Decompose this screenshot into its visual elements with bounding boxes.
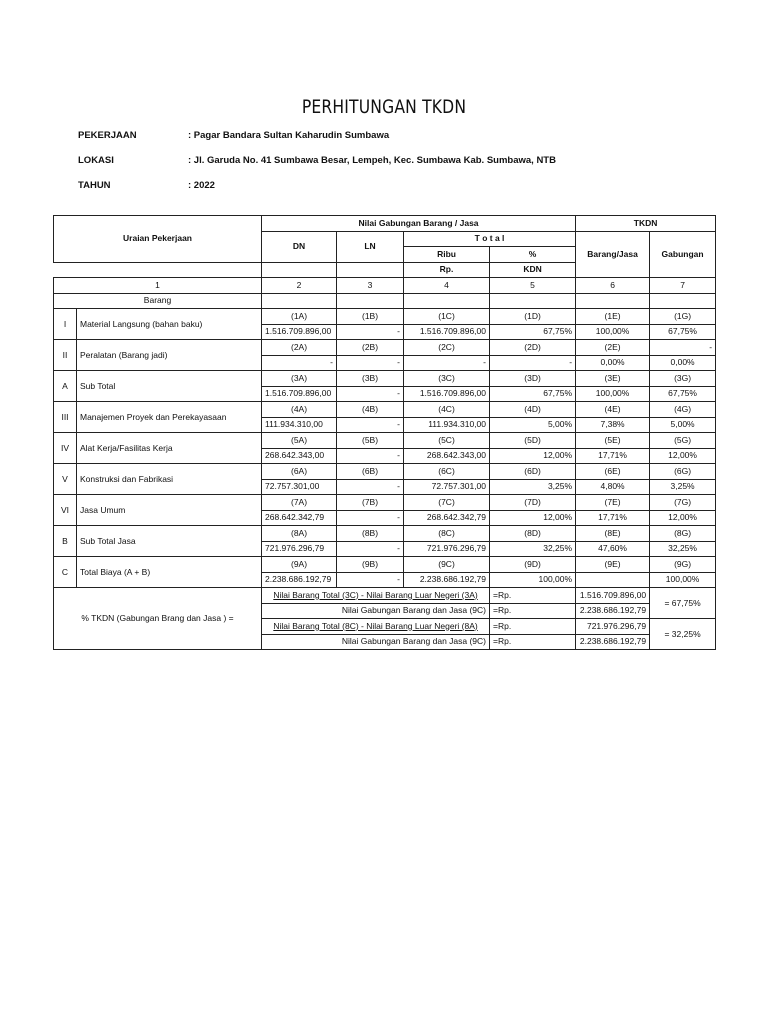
table-row bbox=[54, 464, 716, 480]
row-value: 17,71% bbox=[576, 448, 650, 464]
row-code: (7D) bbox=[490, 495, 576, 511]
row-number: I bbox=[54, 309, 77, 340]
header-num: 4 bbox=[404, 278, 490, 294]
table-body bbox=[54, 216, 716, 650]
row-label: Alat Kerja/Fasilitas Kerja bbox=[77, 433, 262, 464]
row-value: 268.642.342,79 bbox=[262, 510, 337, 526]
empty-cell bbox=[262, 293, 337, 309]
header-num: 3 bbox=[337, 278, 404, 294]
row-value: 1.516.709.896,00 bbox=[262, 324, 337, 340]
row-number: IV bbox=[54, 433, 77, 464]
header-num: 6 bbox=[576, 278, 650, 294]
row-code: (4C) bbox=[404, 402, 490, 418]
row-value: - bbox=[337, 417, 404, 433]
row-number: V bbox=[54, 464, 77, 495]
row-code: (1A) bbox=[262, 309, 337, 325]
row-label: Peralatan (Barang jadi) bbox=[77, 340, 262, 371]
empty-cell bbox=[404, 293, 490, 309]
summary-label: % TKDN (Gabungan Brang dan Jasa ) = bbox=[54, 588, 262, 650]
header-pct: % bbox=[490, 247, 576, 263]
summary-value: 2.238.686.192,79 bbox=[576, 603, 650, 619]
row-code: (9C) bbox=[404, 557, 490, 573]
row-value: 67,75% bbox=[650, 386, 716, 402]
row-code: (3C) bbox=[404, 371, 490, 387]
empty-cell bbox=[576, 293, 650, 309]
row-value: 32,25% bbox=[650, 541, 716, 557]
header-num: 1 bbox=[54, 278, 262, 294]
row-code: (1D) bbox=[490, 309, 576, 325]
header-num: 7 bbox=[650, 278, 716, 294]
row-value: - bbox=[262, 355, 337, 371]
row-value bbox=[576, 572, 650, 588]
row-value: 12,00% bbox=[490, 448, 576, 464]
row-code: (7E) bbox=[576, 495, 650, 511]
header-kdn: KDN bbox=[490, 262, 576, 278]
row-value: 3,25% bbox=[650, 479, 716, 495]
row-code: (2B) bbox=[337, 340, 404, 356]
row-value: 268.642.343,00 bbox=[262, 448, 337, 464]
row-code: (1C) bbox=[404, 309, 490, 325]
row-code: (3G) bbox=[650, 371, 716, 387]
row-code: (6A) bbox=[262, 464, 337, 480]
row-value: 7,38% bbox=[576, 417, 650, 433]
row-number: C bbox=[54, 557, 77, 588]
meta-value: : 2022 bbox=[188, 180, 215, 191]
row-value: 67,75% bbox=[650, 324, 716, 340]
summary-eq: =Rp. bbox=[490, 619, 576, 635]
row-label: Manajemen Proyek dan Perekayasaan bbox=[77, 402, 262, 433]
header-dn: DN bbox=[262, 231, 337, 262]
row-number: VI bbox=[54, 495, 77, 526]
header-tkdn: TKDN bbox=[576, 216, 716, 232]
header-barang-jasa: Barang/Jasa bbox=[576, 231, 650, 278]
row-value: 2.238.686.192,79 bbox=[404, 572, 490, 588]
row-code: (1E) bbox=[576, 309, 650, 325]
header-rp: Rp. bbox=[404, 262, 490, 278]
summary-value: 2.238.686.192,79 bbox=[576, 634, 650, 650]
header-ribu: Ribu bbox=[404, 247, 490, 263]
row-value: 67,75% bbox=[490, 324, 576, 340]
row-code: (3E) bbox=[576, 371, 650, 387]
row-code: (7C) bbox=[404, 495, 490, 511]
row-code: (3D) bbox=[490, 371, 576, 387]
summary-eq: =Rp. bbox=[490, 588, 576, 604]
row-code: (8A) bbox=[262, 526, 337, 542]
row-code: (9D) bbox=[490, 557, 576, 573]
row-label: Material Langsung (bahan baku) bbox=[77, 309, 262, 340]
row-value: 100,00% bbox=[576, 324, 650, 340]
row-code: (1B) bbox=[337, 309, 404, 325]
row-label: Total Biaya (A + B) bbox=[77, 557, 262, 588]
row-value: - bbox=[337, 386, 404, 402]
row-code: (5A) bbox=[262, 433, 337, 449]
row-label: Konstruksi dan Fabrikasi bbox=[77, 464, 262, 495]
row-value: 4,80% bbox=[576, 479, 650, 495]
row-value: - bbox=[337, 541, 404, 557]
row-code: (6D) bbox=[490, 464, 576, 480]
row-value: 111.934.310,00 bbox=[404, 417, 490, 433]
meta-key: TAHUN bbox=[78, 180, 111, 191]
row-number: B bbox=[54, 526, 77, 557]
row-value: 12,00% bbox=[490, 510, 576, 526]
page-title: PERHITUNGAN TKDN bbox=[301, 96, 467, 118]
row-value: - bbox=[490, 355, 576, 371]
row-code: (6E) bbox=[576, 464, 650, 480]
summary-denominator: Nilai Gabungan Barang dan Jasa (9C) bbox=[262, 634, 490, 650]
summary-numerator: Nilai Barang Total (8C) - Nilai Barang Luar Negeri (8A) bbox=[273, 620, 478, 631]
empty-cell bbox=[337, 293, 404, 309]
row-code: (5E) bbox=[576, 433, 650, 449]
summary-text bbox=[262, 588, 490, 604]
row-code: (9B) bbox=[337, 557, 404, 573]
row-value: 12,00% bbox=[650, 448, 716, 464]
header-gabungan: Gabungan bbox=[650, 231, 716, 278]
row-code: (8C) bbox=[404, 526, 490, 542]
summary-eq: =Rp. bbox=[490, 634, 576, 650]
meta-key: LOKASI bbox=[78, 155, 114, 166]
row-value: 721.976.296,79 bbox=[404, 541, 490, 557]
row-code: (3A) bbox=[262, 371, 337, 387]
row-value: 32,25% bbox=[490, 541, 576, 557]
row-value: 0,00% bbox=[650, 355, 716, 371]
row-code: (8B) bbox=[337, 526, 404, 542]
row-number: A bbox=[54, 371, 77, 402]
header-uraian: Uraian Pekerjaan bbox=[54, 216, 262, 263]
row-code: (5C) bbox=[404, 433, 490, 449]
empty-cell bbox=[650, 293, 716, 309]
header-row-1 bbox=[54, 216, 716, 232]
row-value: 72.757.301,00 bbox=[404, 479, 490, 495]
table-row bbox=[54, 371, 716, 387]
row-label: Sub Total bbox=[77, 371, 262, 402]
row-code: (9E) bbox=[576, 557, 650, 573]
table-row bbox=[54, 495, 716, 511]
row-value: - bbox=[337, 479, 404, 495]
summary-result: = 67,75% bbox=[650, 588, 716, 619]
row-value: 67,75% bbox=[490, 386, 576, 402]
summary-row bbox=[54, 588, 716, 604]
row-label: Jasa Umum bbox=[77, 495, 262, 526]
row-code: (6B) bbox=[337, 464, 404, 480]
row-code: (6G) bbox=[650, 464, 716, 480]
table-row bbox=[54, 309, 716, 325]
row-code: (4D) bbox=[490, 402, 576, 418]
row-value: 1.516.709.896,00 bbox=[404, 324, 490, 340]
row-code: (9G) bbox=[650, 557, 716, 573]
table-row bbox=[54, 526, 716, 542]
row-code: (2C) bbox=[404, 340, 490, 356]
row-value: 100,00% bbox=[490, 572, 576, 588]
summary-value: 1.516.709.896,00 bbox=[576, 588, 650, 604]
row-value: 1.516.709.896,00 bbox=[404, 386, 490, 402]
row-value: - bbox=[337, 448, 404, 464]
row-code: (8D) bbox=[490, 526, 576, 542]
row-value: 100,00% bbox=[650, 572, 716, 588]
header-spacer bbox=[337, 262, 404, 278]
row-label: Sub Total Jasa bbox=[77, 526, 262, 557]
row-value: 268.642.342,79 bbox=[404, 510, 490, 526]
row-code: (7B) bbox=[337, 495, 404, 511]
empty-cell bbox=[490, 293, 576, 309]
header-spacer bbox=[54, 262, 262, 278]
row-number: II bbox=[54, 340, 77, 371]
table-row bbox=[54, 340, 716, 356]
header-spacer bbox=[262, 262, 337, 278]
row-code: (2E) bbox=[576, 340, 650, 356]
summary-value: 721.976.296,79 bbox=[576, 619, 650, 635]
row-code: (3B) bbox=[337, 371, 404, 387]
meta-key: PEKERJAAN bbox=[78, 130, 137, 141]
summary-eq: =Rp. bbox=[490, 603, 576, 619]
row-value: 100,00% bbox=[576, 386, 650, 402]
row-code: (4E) bbox=[576, 402, 650, 418]
meta-value: : Pagar Bandara Sultan Kaharudin Sumbawa bbox=[188, 130, 390, 141]
table-row bbox=[54, 402, 716, 418]
row-number: III bbox=[54, 402, 77, 433]
row-code: (2A) bbox=[262, 340, 337, 356]
row-value: 1.516.709.896,00 bbox=[262, 386, 337, 402]
row-code: (4G) bbox=[650, 402, 716, 418]
summary-result: = 32,25% bbox=[650, 619, 716, 650]
barang-row bbox=[54, 293, 716, 309]
row-value: - bbox=[337, 510, 404, 526]
summary-text bbox=[262, 619, 490, 635]
summary-denominator: Nilai Gabungan Barang dan Jasa (9C) bbox=[262, 603, 490, 619]
header-num: 2 bbox=[262, 278, 337, 294]
row-code: (4A) bbox=[262, 402, 337, 418]
barang-label: Barang bbox=[54, 293, 262, 309]
table-row bbox=[54, 433, 716, 449]
row-value: 17,71% bbox=[576, 510, 650, 526]
row-code: (6C) bbox=[404, 464, 490, 480]
row-code: (8G) bbox=[650, 526, 716, 542]
row-code: (9A) bbox=[262, 557, 337, 573]
row-value: - bbox=[337, 324, 404, 340]
row-code: - bbox=[650, 340, 716, 356]
header-ln: LN bbox=[337, 231, 404, 262]
summary-numerator: Nilai Barang Total (3C) - Nilai Barang Luar Negeri (3A) bbox=[273, 589, 478, 600]
row-value: 3,25% bbox=[490, 479, 576, 495]
header-total: T o t a l bbox=[404, 231, 576, 247]
row-value: 72.757.301,00 bbox=[262, 479, 337, 495]
row-value: 0,00% bbox=[576, 355, 650, 371]
row-code: (8E) bbox=[576, 526, 650, 542]
row-value: 111.934.310,00 bbox=[262, 417, 337, 433]
table-row bbox=[54, 557, 716, 573]
header-numbers-row bbox=[54, 278, 716, 294]
row-code: (5B) bbox=[337, 433, 404, 449]
meta-value: : Jl. Garuda No. 41 Sumbawa Besar, Lempeh, Kec. Sumbawa Kab. Sumbawa, NTB bbox=[188, 155, 556, 166]
tkdn-table bbox=[53, 215, 716, 650]
row-value: - bbox=[337, 355, 404, 371]
row-value: 721.976.296,79 bbox=[262, 541, 337, 557]
row-code: (1G) bbox=[650, 309, 716, 325]
row-code: (7G) bbox=[650, 495, 716, 511]
row-value: 2.238.686.192,79 bbox=[262, 572, 337, 588]
row-code: (5D) bbox=[490, 433, 576, 449]
row-code: (2D) bbox=[490, 340, 576, 356]
row-code: (5G) bbox=[650, 433, 716, 449]
row-value: 5,00% bbox=[650, 417, 716, 433]
row-value: 268.642.343,00 bbox=[404, 448, 490, 464]
row-value: - bbox=[404, 355, 490, 371]
row-value: 47,60% bbox=[576, 541, 650, 557]
header-num: 5 bbox=[490, 278, 576, 294]
row-value: 12,00% bbox=[650, 510, 716, 526]
row-value: 5,00% bbox=[490, 417, 576, 433]
row-value: - bbox=[337, 572, 404, 588]
row-code: (4B) bbox=[337, 402, 404, 418]
header-nilai-gabungan: Nilai Gabungan Barang / Jasa bbox=[262, 216, 576, 232]
row-code: (7A) bbox=[262, 495, 337, 511]
